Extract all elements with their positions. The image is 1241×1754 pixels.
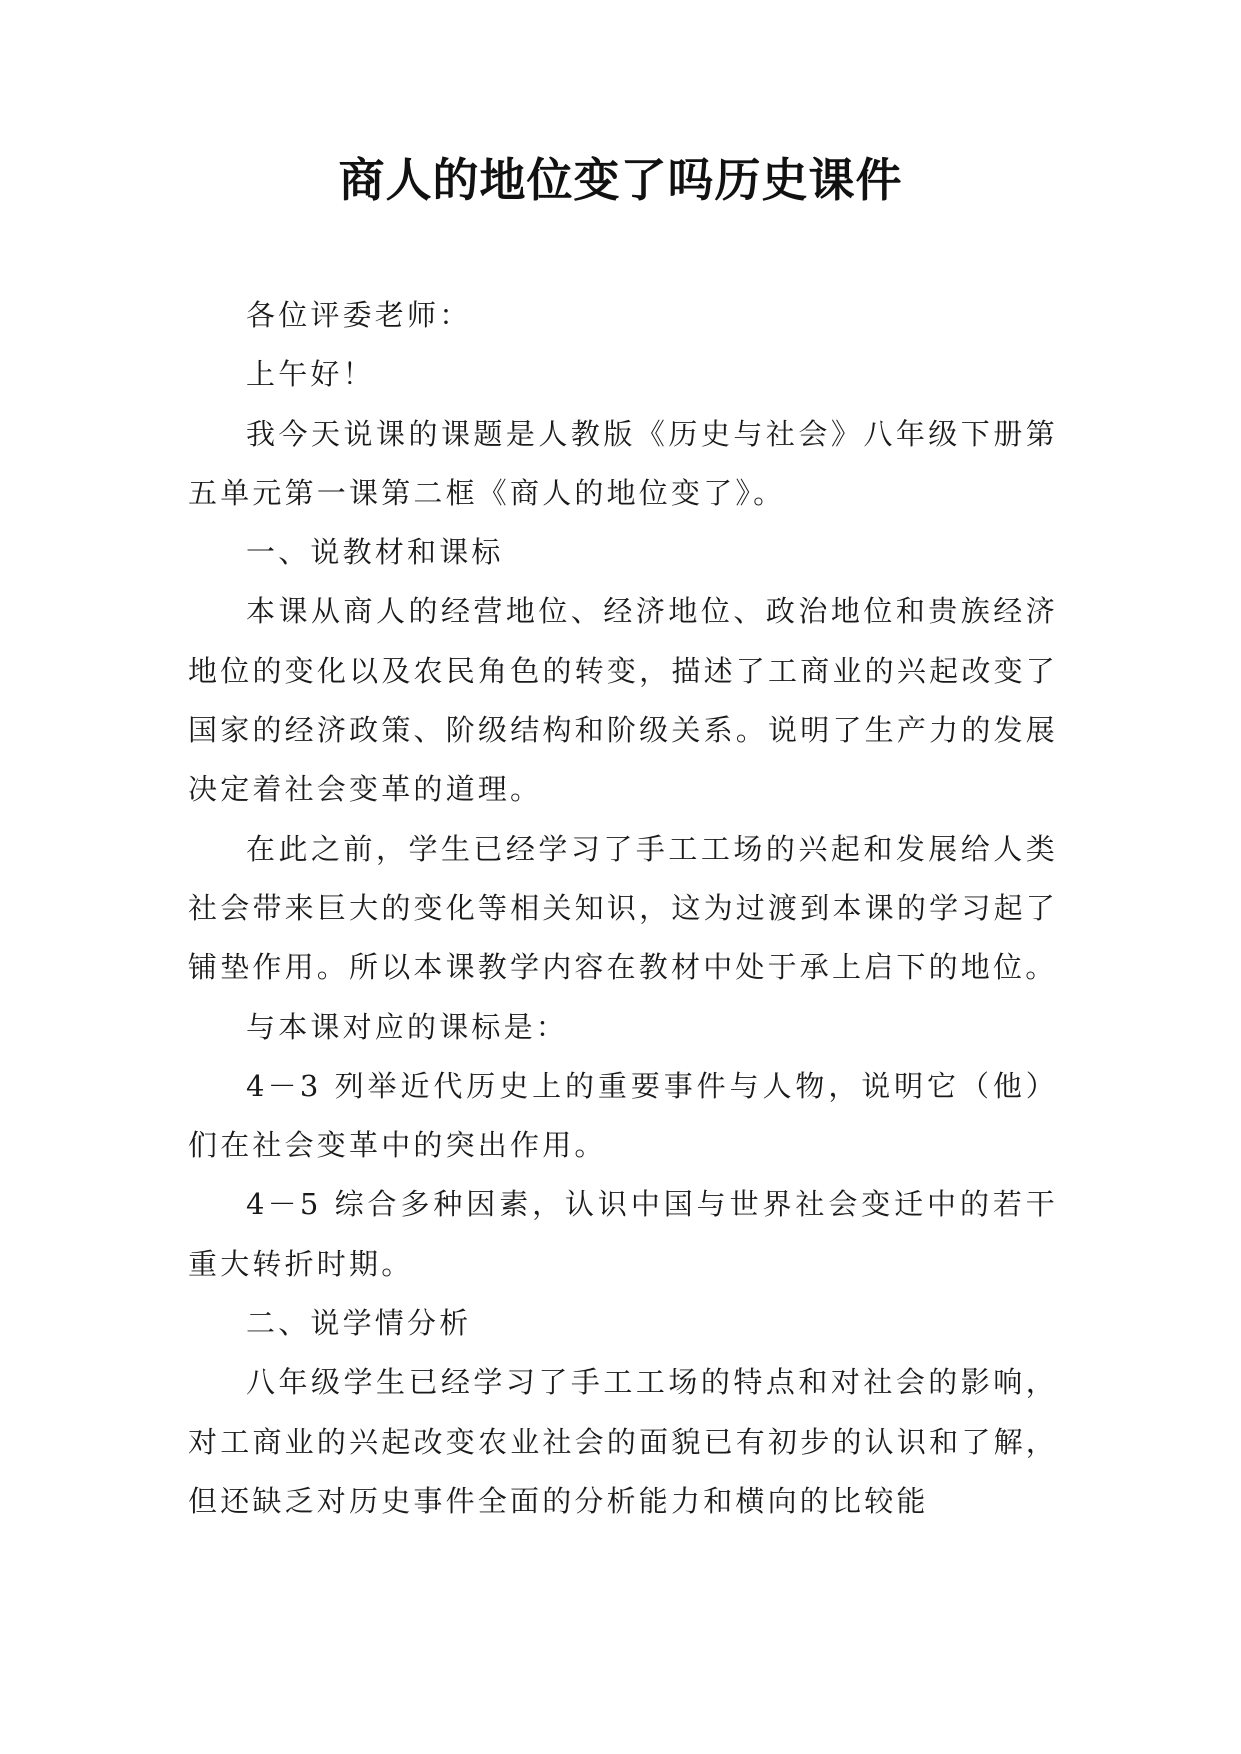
document-title: 商人的地位变了吗历史课件 [338, 153, 903, 207]
intro-paragraph: 我今天说课的课题是人教版《历史与社会》八年级下册第五单元第一课第二框《商人的地位变了》。 [188, 416, 1058, 510]
standard-item: 4－5 综合多种因素，认识中国与世界社会变迁中的若干重大转折时期。 [188, 1187, 1058, 1281]
standard-item: 4－3 列举近代历史上的重要事件与人物，说明它（他）们在社会变革中的突出作用。 [188, 1068, 1058, 1163]
textbook-paragraph: 本课从商人的经营地位、经济地位、政治地位和贵族经济地位的变化以及农民角色的转变，描述了工商业的兴起改变了国家的经济政策、阶级结构和阶级关系。说明了生产力的发展决定着社会变革的道理。 [188, 594, 1058, 807]
standards-intro: 与本课对应的课标是： [246, 1009, 569, 1044]
section-heading-textbook: 一、说教材和课标 [246, 535, 504, 570]
salutation: 各位评委老师： [246, 298, 472, 332]
prior-knowledge-paragraph: 在此之前，学生已经学习了手工工场的兴起和发展给人类社会带来巨大的变化等相关知识，这为过渡到本课的学习起了铺垫作用。所以本课教学内容在教材中处于承上启下的地位。 [188, 831, 1058, 985]
greeting: 上午好！ [246, 357, 375, 392]
section-heading-learners: 二、说学情分析 [246, 1306, 472, 1341]
learner-analysis-paragraph: 八年级学生已经学习了手工工场的特点和对社会的影响，对工商业的兴起改变农业社会的面貌已有初步的认识和了解，但还缺乏对历史事件全面的分析能力和横向的比较能 [188, 1365, 1058, 1518]
document-body [188, 286, 1058, 1531]
